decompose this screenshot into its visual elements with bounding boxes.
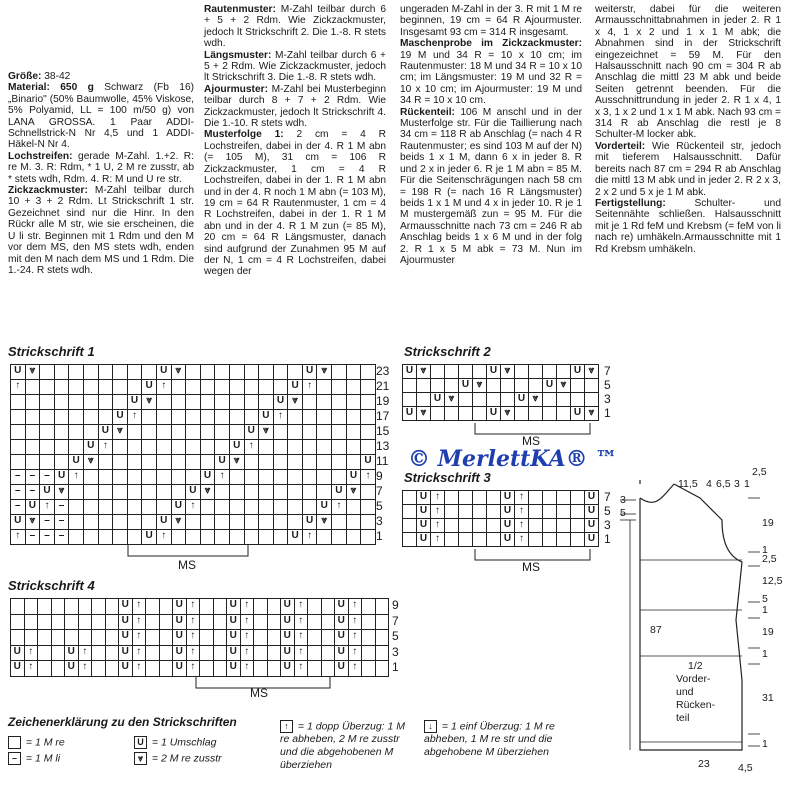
chart-cell: – — [40, 470, 55, 485]
chart-cell: ⩔ — [26, 515, 41, 530]
chart-cell: U — [26, 500, 41, 515]
chart-cell: U — [65, 661, 79, 677]
chart-cell: ⩔ — [317, 515, 332, 530]
legend-symbol — [8, 736, 21, 749]
chart-cell: U — [142, 380, 157, 395]
chart1-row-11: 11 — [376, 454, 389, 468]
col3-paragraph-3: Rückenteil: 106 M anschl und in der Musterfolge str. Für die Taillierung nach 34 cm = 118 R ab Anschlag (= nach 4 R Rautenmuster; es sind 103 M auf der N) beids 1 x 1 M, dann 6 x in jeder 8. R und 2 x in jeder 6. R je 1 M abn = 85 M. Für die Seitenschrägungen nach 58 cm = 198 R (= nach 16 R Längsmuster) beids 1 x 1 M und 4 x in jeder 10. R je 1 M mustergemäß zun = 95 M. Für die Armausschnitte nach 73 cm = 246 R ab Anschlag beids 1 x 6 M und in der folg 2. R 1 x 5 M abk = 73 M. Nun im Ajourmuster — [400, 106, 582, 266]
chart2-row-5: 5 — [604, 378, 611, 392]
chart-cell: U — [215, 455, 230, 470]
chart-cell: U — [11, 365, 26, 380]
chart-cell: ↑ — [274, 410, 289, 425]
chart4-row-3: 3 — [392, 644, 399, 659]
chart-cell: ↑ — [187, 599, 201, 615]
chart-cell: ↑ — [79, 646, 93, 662]
legend-symbol: ↑ — [280, 720, 293, 733]
chart-cell: U — [417, 505, 431, 519]
chart-cell: ⩔ — [473, 379, 487, 393]
chart-cell: ↑ — [241, 661, 255, 677]
chart-cell: U — [11, 661, 25, 677]
legend-item-5 — [280, 720, 412, 772]
schematic-bottom-dim: 4,5 — [738, 762, 753, 774]
schematic-right-dim: 5 — [762, 593, 768, 605]
chart-cell: U — [259, 410, 274, 425]
chart-cell: ↑ — [303, 530, 318, 545]
chart-cell: U — [335, 646, 349, 662]
chart1-row-23: 23 — [376, 364, 390, 378]
col3-paragraph-1: ungeraden M-Zahl in der 3. R mit 1 M re beginnen, 19 cm = 64 R Ajourmuster. Insgesamt 93 cm = 314 R insgesamt. — [400, 4, 582, 38]
chart4-row-9: 9 — [392, 598, 399, 612]
chart-cell: U — [332, 485, 347, 500]
col2-paragraph-3: Ajourmuster: M-Zahl bei Musterbeginn teilbar durch 8 + 7 + 2 Rdm. Wie Zickzackmuster, jedoch lt Strickschrift 4. Die 1.-10. R stets wdh. — [204, 83, 386, 130]
chart-cell: U — [281, 646, 295, 662]
chart1-row-5: 5 — [376, 499, 383, 513]
chart-cell: – — [26, 530, 41, 545]
chart-cell: U — [157, 365, 172, 380]
chart-cell: ↑ — [11, 380, 26, 395]
chart-cell: U — [431, 393, 445, 407]
chart-cell: U — [227, 661, 241, 677]
col2-paragraph-2: Längsmuster: M-Zahl teilbar durch 6 + 5 + 2 Rdm. Wie Zickzackmuster, jedoch lt Strickschrift 3. Die 1.-8. R stets wdh. — [204, 49, 386, 84]
chart4-row-7: 7 — [392, 613, 399, 628]
legend-symbol: ↓ — [424, 720, 437, 733]
legend-item-1 — [8, 736, 65, 749]
chart-cell: U — [585, 505, 599, 519]
chart3-row-1: 1 — [604, 532, 611, 546]
chart-cell: U — [172, 500, 187, 515]
chart-cell: ↑ — [349, 646, 363, 662]
chart-cell: ↑ — [349, 599, 363, 615]
chart-cell: U — [119, 646, 133, 662]
chart-cell: – — [40, 530, 55, 545]
chart-cell: ↑ — [295, 646, 309, 662]
chart-cell: U — [487, 407, 501, 421]
chart4-row-5: 5 — [392, 629, 399, 643]
chart-cell: ↑ — [133, 661, 147, 677]
chart-cell: ↑ — [25, 646, 39, 662]
legend-title: Zeichenerklärung zu den Strickschriften — [8, 715, 237, 729]
chart-cell: ↑ — [361, 470, 376, 485]
watermark: © MerlettKA® ™ — [408, 446, 618, 472]
chart-cell: U — [403, 407, 417, 421]
chart-cell: – — [55, 530, 70, 545]
schematic-piece-label: Vorder- — [676, 673, 711, 685]
chart-cell: U — [501, 533, 515, 547]
chart-cell: U — [227, 599, 241, 615]
chart-cell: ↑ — [241, 646, 255, 662]
chart-cell: U — [459, 379, 473, 393]
chart-cell: ↑ — [128, 410, 143, 425]
chart-cell: ⩔ — [445, 393, 459, 407]
chart-cell: – — [55, 500, 70, 515]
legend-item-6 — [424, 720, 556, 759]
chart-cell: U — [501, 505, 515, 519]
chart-cell: U — [361, 455, 376, 470]
chart2-row-1: 1 — [604, 406, 611, 420]
col3-paragraph-2: Maschenprobe im Zickzackmuster: 19 M und 34 R = 10 x 10 cm; im Rautenmuster: 18 M und 34 R = 10 x 10 cm; im Längsmuster: 19 M und 32 R = 10 x 10 cm; im Ajourmuster: 19 M und 34 R = 10 x 10 cm. — [400, 38, 582, 107]
chart-cell: ⩔ — [201, 485, 216, 500]
chart-cell: ⩔ — [417, 407, 431, 421]
legend-symbol: U — [134, 736, 147, 749]
chart-cell: ↑ — [187, 646, 201, 662]
chart-cell: – — [40, 515, 55, 530]
chart1-row-19: 19 — [376, 394, 390, 408]
schematic-right-dim: 31 — [762, 692, 774, 704]
chart-cell: U — [69, 455, 84, 470]
schematic-piece-label: und — [676, 686, 694, 698]
chart-cell: ⩔ — [288, 395, 303, 410]
schematic-right-dim: 12,5 — [762, 575, 783, 587]
chart-cell: U — [84, 440, 99, 455]
chart-cell: ⩔ — [317, 365, 332, 380]
chart-cell: U — [245, 425, 260, 440]
chart4-row-1: 1 — [392, 660, 399, 674]
chart-cell: ↑ — [431, 519, 445, 533]
chart-cell: U — [417, 491, 431, 505]
chart-cell: ↑ — [187, 615, 201, 631]
chart-cell: U — [128, 395, 143, 410]
chart-cell: U — [55, 470, 70, 485]
chart-cell: ↑ — [25, 661, 39, 677]
legend-label: = 2 M re zusstr — [149, 752, 222, 765]
chart-cell: U — [173, 630, 187, 646]
col1-paragraph-4: Zickzackmuster: M-Zahl teilbar durch 10 + 3 + 2 Rdm. Lt Strickschrift 1 str. Gezeichnet sind nur die Hinr. In den Rückr alle M str, wie sie erscheinen, die U li str. Beginnen mit 1 Rdm und den M vor dem MS, den MS stets wdh, enden mit den M nach dem MS und 1 Rdm. Die 1.-24. R stets wdh. — [8, 185, 194, 276]
schematic-piece-label: teil — [676, 712, 690, 724]
chart-cell: ↑ — [431, 533, 445, 547]
chart-cell: ↑ — [186, 500, 201, 515]
chart1-row-3: 3 — [376, 514, 383, 528]
chart-cell: U — [335, 630, 349, 646]
chart-cell: ↑ — [40, 500, 55, 515]
chart-cell: U — [119, 615, 133, 631]
chart-cell: U — [585, 519, 599, 533]
col4-paragraph-1: weiterstr, dabei für die weiteren Armausschnittabnahmen in jeder 2. R 1 x 4, 1 x 2 und 1 x 1 M abk; die Abnahmen sind in der Strickschrift eingezeichnet = 59 M. Für den Halsausschnitt nach 90 cm = 304 R ab Anschlag die mittl 23 M abk und beide Seiten getrennt beenden. Für die Ausschnittrundung in jeder 2. R 1 x 4, 1 x 3, 1 x 2 und 1 x 1 M abk. Nach 93 cm = 314 R ab Anschlag die restl je 8 Schulter-M locker abk. — [595, 4, 781, 141]
chart-cell: U — [288, 530, 303, 545]
chart-cell: ⩔ — [26, 365, 41, 380]
chart-cell: U — [157, 515, 172, 530]
legend-item-4 — [134, 752, 222, 765]
chart2-row-7: 7 — [604, 364, 611, 378]
schematic-piece-label: Rücken- — [676, 699, 716, 711]
schematic-top-dim: 3 — [734, 478, 740, 490]
chart-cell: ↑ — [215, 470, 230, 485]
legend-symbol: – — [8, 752, 21, 765]
chart-cell: U — [281, 599, 295, 615]
chart-cell: ↑ — [157, 530, 172, 545]
chart3-row-3: 3 — [604, 518, 611, 532]
chart-cell: ⩔ — [529, 393, 543, 407]
chart2-row-3: 3 — [604, 392, 611, 406]
chart-cell: U — [281, 615, 295, 631]
chart-cell: ↑ — [241, 630, 255, 646]
chart-cell: U — [230, 440, 245, 455]
schematic-top-dim: 6,5 — [716, 478, 731, 490]
chart-cell: U — [227, 646, 241, 662]
chart1-row-21: 21 — [376, 379, 390, 393]
chart-cell: ↑ — [133, 615, 147, 631]
chart-cell: ↑ — [133, 599, 147, 615]
chart-cell: ↑ — [187, 630, 201, 646]
schematic-right-dim: 2,5 — [762, 553, 777, 565]
chart-cell: ↑ — [515, 505, 529, 519]
chart-cell: ⩔ — [172, 515, 187, 530]
schematic-right-dim: 1 — [762, 604, 768, 616]
chart3-row-7: 7 — [604, 490, 611, 504]
chart-cell: ⩔ — [585, 365, 599, 379]
chart-cell: U — [585, 491, 599, 505]
chart-cell: ⩔ — [84, 455, 99, 470]
chart-cell: ↑ — [303, 380, 318, 395]
chart-cell: ↑ — [99, 440, 114, 455]
chart-cell: U — [571, 365, 585, 379]
schematic-height-dim: 87 — [650, 624, 662, 636]
chart-cell: U — [119, 630, 133, 646]
chart-cell: U — [501, 491, 515, 505]
col4-paragraph-3: Fertigstellung: Schulter- und Seitennähte schließen. Halsausschnitt mit je 1 Rd feM und Krebsm (= feM von li nach re) umhäkeln.Armausschnitte mit 1 Rd Krebsm umhäkeln. — [595, 197, 781, 255]
chart-cell: ↑ — [69, 470, 84, 485]
chart-cell: ↑ — [157, 380, 172, 395]
chart-cell: U — [142, 530, 157, 545]
chart-title-2: Strickschrift 2 — [404, 344, 491, 359]
chart1-row-1: 1 — [376, 529, 383, 543]
chart-cell: ↑ — [349, 630, 363, 646]
chart-cell: U — [288, 380, 303, 395]
schematic-piece-label: 1/2 — [688, 660, 703, 672]
legend-item-3 — [134, 736, 216, 749]
chart-cell: U — [173, 599, 187, 615]
chart-cell: ↑ — [515, 491, 529, 505]
chart-cell: U — [335, 615, 349, 631]
chart3-row-5: 5 — [604, 504, 611, 518]
chart-cell: U — [173, 661, 187, 677]
chart-cell: ↑ — [431, 505, 445, 519]
chart-cell: ↑ — [515, 533, 529, 547]
chart1-row-17: 17 — [376, 409, 390, 423]
ms-label-4: MS — [250, 686, 268, 700]
chart-cell: ⩔ — [142, 395, 157, 410]
chart-cell: ↑ — [241, 599, 255, 615]
legend-label: = 1 M li — [23, 752, 61, 765]
chart-cell: ↑ — [349, 615, 363, 631]
schematic-top-dim: 11,5 — [678, 478, 698, 490]
schematic-left-dim: 3 — [620, 494, 626, 506]
col1-paragraph-3: Lochstreifen: gerade M-Zahl. 1.+2. R: re M. 3. R: Rdm, * 1 U, 2 M re zusstr, ab * stets wdh, Rdm. 4. R: M und U re str. — [8, 150, 194, 185]
chart1-row-13: 13 — [376, 439, 390, 453]
chart-cell: – — [11, 485, 26, 500]
chart-cell: ↑ — [11, 530, 26, 545]
chart-cell: U — [501, 519, 515, 533]
chart-title-1: Strickschrift 1 — [8, 344, 95, 359]
chart-cell: U — [303, 365, 318, 380]
chart-cell: U — [274, 395, 289, 410]
chart1-row-9: 9 — [376, 469, 383, 483]
chart-cell: U — [186, 485, 201, 500]
legend-label: = 1 einf Überzug: 1 M re abheben, 1 M re str und die abgehobene M überziehen — [424, 720, 555, 759]
chart-cell: U — [347, 470, 362, 485]
chart-cell: ⩔ — [113, 425, 128, 440]
chart-title-3: Strickschrift 3 — [404, 470, 491, 485]
schematic-top-dim: 1 — [744, 478, 750, 490]
legend-item-2 — [8, 752, 60, 765]
ms-label-2: MS — [522, 434, 540, 448]
chart-cell: ↑ — [295, 599, 309, 615]
chart-cell: ⩔ — [557, 379, 571, 393]
chart-cell: ⩔ — [55, 485, 70, 500]
chart-cell: U — [281, 661, 295, 677]
schematic-right-dim: 19 — [762, 517, 774, 529]
col2-paragraph-1: Rautenmuster: M-Zahl teilbar durch 6 + 5 + 2 Rdm. Wie Zickzackmuster, jedoch lt Strickschrift 2. Die 1.-8. R stets wdh. — [204, 4, 386, 50]
chart-cell: U — [65, 646, 79, 662]
chart-cell: U — [417, 533, 431, 547]
schematic-left-dim: 5 — [620, 507, 626, 519]
schematic-right-dim: 1 — [762, 544, 768, 556]
chart-cell: U — [201, 470, 216, 485]
col4-paragraph-2: Vorderteil: Wie Rückenteil str, jedoch mit tieferem Halsausschnitt. Dafür bereits nach 87 cm = 294 R ab Anschlag die mittl 13 M abk und in jeder 2. R 2 x 3, 2 x 2 und 5 x je 1 M abk. — [595, 140, 781, 198]
schematic-right-dim: 1 — [762, 648, 768, 660]
chart-cell: U — [119, 661, 133, 677]
chart-cell: U — [543, 379, 557, 393]
chart1-row-15: 15 — [376, 424, 390, 438]
col1-paragraph-1: Größe: 38-42 — [8, 71, 71, 82]
chart-cell: U — [335, 661, 349, 677]
chart-cell: U — [317, 500, 332, 515]
chart-cell: – — [55, 515, 70, 530]
chart-cell: U — [227, 615, 241, 631]
schematic-right-dim: 19 — [762, 626, 774, 638]
chart-cell: U — [303, 515, 318, 530]
chart-cell: ↑ — [241, 615, 255, 631]
schematic-right-dim: 1 — [762, 738, 768, 750]
ms-label-1: MS — [178, 558, 196, 572]
chart-cell: U — [585, 533, 599, 547]
legend-symbol: ⩔ — [134, 752, 147, 765]
chart-cell: ⩔ — [259, 425, 274, 440]
chart-cell: ⩔ — [501, 407, 515, 421]
chart-cell: U — [515, 393, 529, 407]
chart-cell: ⩔ — [501, 365, 515, 379]
chart-cell: U — [227, 630, 241, 646]
chart-cell: U — [99, 425, 114, 440]
chart-cell: U — [403, 365, 417, 379]
chart-cell: – — [26, 470, 41, 485]
chart-cell: ⩔ — [172, 365, 187, 380]
chart-cell: ↑ — [431, 491, 445, 505]
legend-label: = 1 M re — [23, 736, 65, 749]
chart-cell: – — [11, 470, 26, 485]
chart-cell: ⩔ — [347, 485, 362, 500]
chart-cell: ↑ — [349, 661, 363, 677]
chart-cell: U — [113, 410, 128, 425]
chart-cell: ↑ — [295, 661, 309, 677]
chart-cell: U — [335, 599, 349, 615]
chart-cell: U — [40, 485, 55, 500]
chart-cell: ⩔ — [230, 455, 245, 470]
chart-cell: ↑ — [295, 630, 309, 646]
schematic-top-dim: 2,5 — [752, 466, 767, 478]
schematic-bottom-dim: 23 — [698, 758, 710, 770]
chart-cell: ↑ — [133, 646, 147, 662]
chart-cell: U — [173, 615, 187, 631]
chart-cell: U — [487, 365, 501, 379]
chart-cell: – — [26, 485, 41, 500]
chart-cell: U — [417, 519, 431, 533]
chart-cell: ↑ — [245, 440, 260, 455]
chart-cell: U — [173, 646, 187, 662]
chart-cell: U — [11, 515, 26, 530]
chart-title-4: Strickschrift 4 — [8, 578, 95, 593]
col2-paragraph-4: Musterfolge 1: 2 cm = 4 R Lochstreifen, dabei in der 4. R 1 M abn (= 105 M), 31 cm = 106 R Zickzackmuster, 1 cm = 4 R Lochstreifen, dabei in der 1. R 1 M abn und in der 4. R noch 1 M abn (= 103 M), 19 cm = 64 R Rautenmuster, 1 cm = 4 R Lochstreifen, dabei in der 1. R 1 M abn und in der 4. R 1 M zun (= 85 M), 20 cm = 64 R Längsmuster, danach sind aufgrund der Zunahmen 95 M auf der N, 1 cm = 4 R Lochstreifen, dabei wegen der — [204, 129, 386, 278]
chart-cell: ↑ — [515, 519, 529, 533]
chart-cell: U — [281, 630, 295, 646]
chart-cell: – — [11, 500, 26, 515]
chart-cell: ↑ — [133, 630, 147, 646]
chart-cell: ⩔ — [417, 365, 431, 379]
chart-cell: U — [11, 646, 25, 662]
chart-cell: ⩔ — [585, 407, 599, 421]
chart-cell: ↑ — [187, 661, 201, 677]
legend-label: = 1 dopp Überzug: 1 M re abheben, 2 M re zusstr und die abgehobenen M überziehen — [280, 720, 406, 772]
col1-paragraph-2: Material: 650 g Schwarz (Fb 16) „Binario" (50% Baumwolle, 45% Viskose, 5% Polyamid, LL = 100 m/50 g) von LANA GROSSA. 1 Paar ADDI-Schnellstrick-N Nr 4,5 und 1 ADDI-Häkel-N Nr 4. — [8, 82, 194, 151]
chart-cell: ↑ — [79, 661, 93, 677]
schematic-top-dim: 4 — [706, 478, 712, 490]
chart-cell: ↑ — [295, 615, 309, 631]
ms-label-3: MS — [522, 560, 540, 574]
chart-cell: ↑ — [332, 500, 347, 515]
chart1-row-7: 7 — [376, 484, 383, 498]
legend-label: = 1 Umschlag — [149, 736, 217, 749]
chart-cell: U — [119, 599, 133, 615]
chart-cell: U — [571, 407, 585, 421]
